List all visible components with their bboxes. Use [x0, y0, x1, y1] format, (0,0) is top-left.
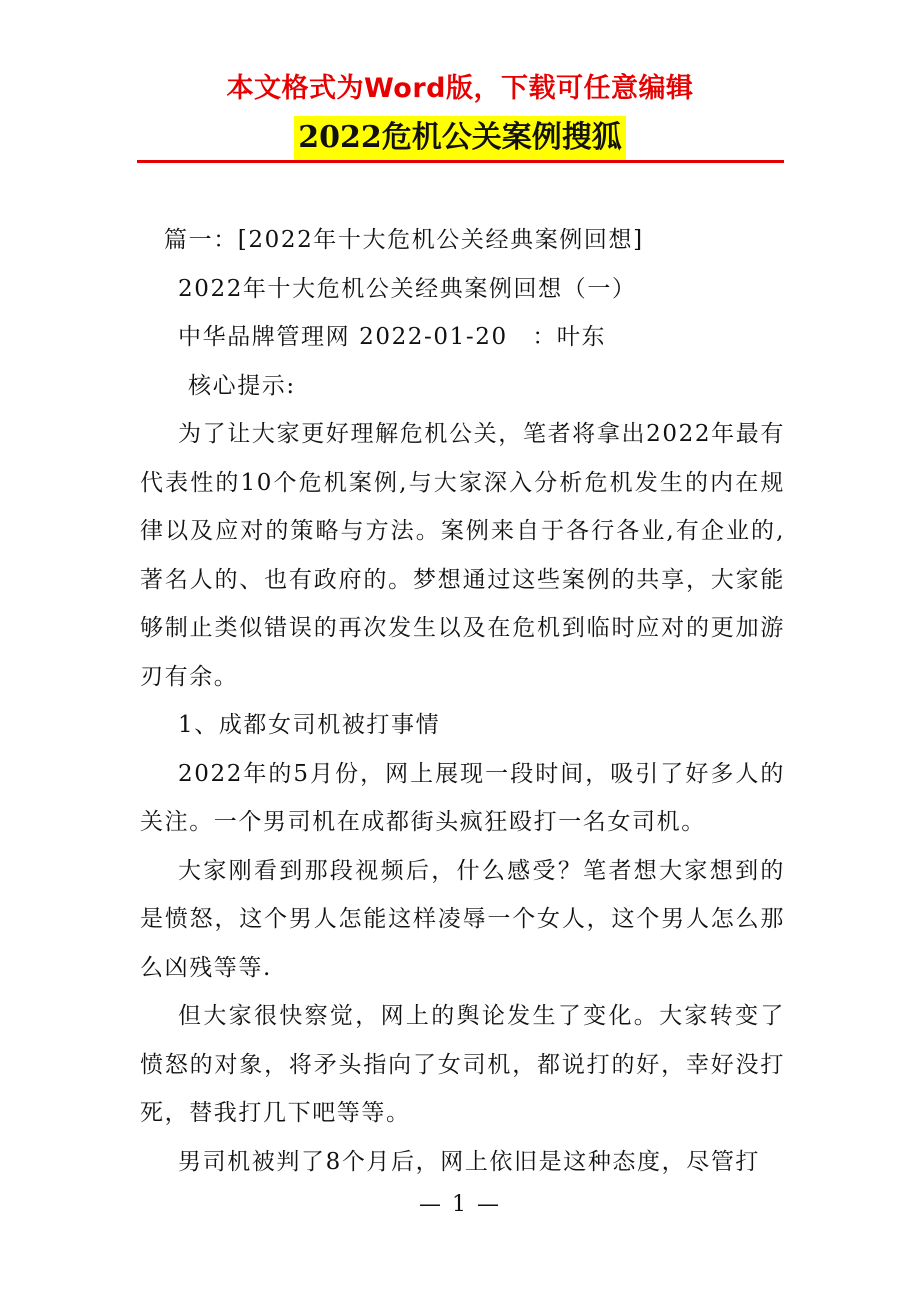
document-title: 2022危机公关案例搜狐	[294, 116, 626, 160]
core-tip-label: 核心提示:	[188, 372, 296, 399]
title-divider	[137, 160, 784, 163]
document-body	[140, 216, 785, 1186]
case-paragraph-2: 大家刚看到那段视频后，什么感受？笔者想大家想到的是愤怒，这个男人怎能这样凌辱一个女人，这个男人怎么那么凶残等等.	[140, 857, 785, 981]
case-paragraph-4: 男司机被判了8个月后，网上依旧是这种态度，尽管打	[178, 1148, 761, 1175]
case-heading: 1、成都女司机被打事情	[178, 712, 441, 738]
chapter-heading: 篇一：[2022年十大危机公关经典案例回想]	[164, 227, 644, 253]
article-source: 中华品牌管理网 2022-01-20 ：叶东	[178, 324, 607, 350]
case-paragraph-3: 但大家很快察觉，网上的舆论发生了变化。大家转变了愤怒的对象，将矛头指向了女司机，都说打的好，幸好没打死，替我打几下吧等等。	[140, 1003, 785, 1126]
article-title: 2022年十大危机公关经典案例回想（一）	[178, 275, 637, 302]
page-number: — 1 —	[419, 1192, 501, 1217]
word-format-notice: 本文格式为Word版，下载可任意编辑	[226, 73, 694, 104]
intro-paragraph: 为了让大家更好理解危机公关，笔者将拿出2022年最有代表性的10个危机案例,与大家深入分析危机发生的内在规律以及应对的策略与方法。案例来自于各行各业,有企业的,著名人的、也有政府的。梦想通过这些案例的共享，大家能够制止类似错误的再次发生以及在危机到临时应对的更加游刃有余。	[140, 421, 785, 690]
case-paragraph-1: 2022年的5月份，网上展现一段时间，吸引了好多人的关注。一个男司机在成都街头疯狂殴打一名女司机。	[140, 760, 785, 835]
title-container	[0, 116, 920, 160]
